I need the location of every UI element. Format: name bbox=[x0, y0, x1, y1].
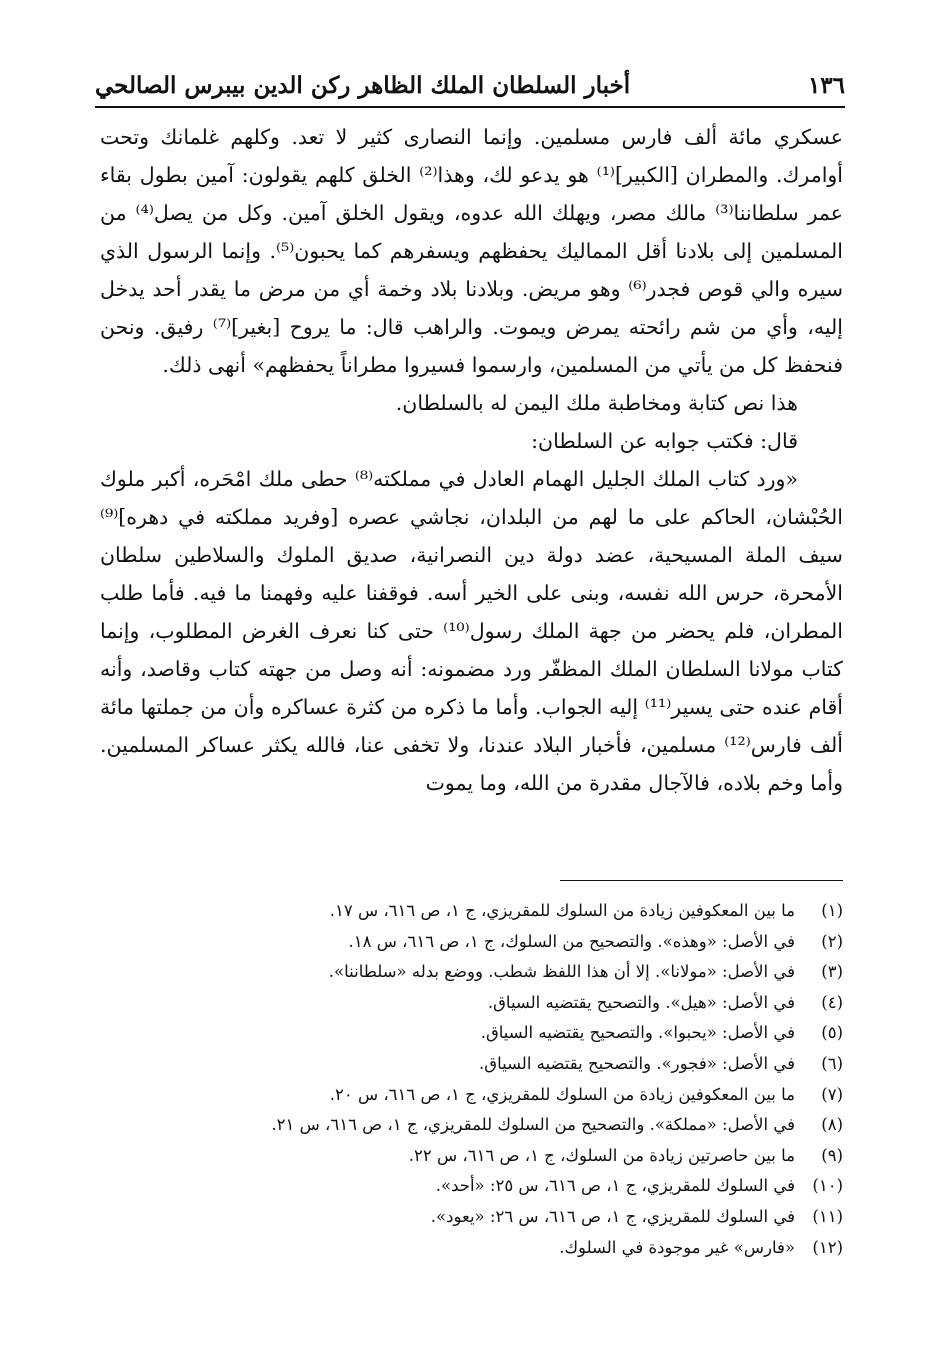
footnote-item bbox=[100, 957, 843, 988]
footnote-number: (٦) bbox=[821, 1053, 843, 1073]
footnote-number: (٢) bbox=[821, 931, 843, 951]
footnote-rule bbox=[560, 880, 843, 881]
footnote-number: (٣) bbox=[821, 962, 843, 982]
page-header bbox=[95, 68, 845, 102]
footnote-text: ما بين حاصرتين زيادة من السلوك، ج ١، ص ٦١٦، س ٢٢. bbox=[408, 1145, 795, 1165]
footnote-text: في السلوك للمقريزي، ج ١، ص ٦١٦، س ٢٥: «أحد». bbox=[435, 1176, 795, 1196]
paragraph: قال: فكتب جوابه عن السلطان: bbox=[531, 429, 798, 453]
footnote-item bbox=[100, 1141, 843, 1172]
footnote-number: (١١) bbox=[812, 1206, 843, 1226]
footnote-text: في الأصل: «يحبوا». والتصحيح يقتضيه السياق. bbox=[480, 1023, 795, 1043]
footnotes bbox=[100, 896, 843, 1263]
footnote-item bbox=[100, 988, 843, 1019]
footnote-text: في الأصل: «مملكة». والتصحيح من السلوك للمقريزي، ج ١، ص ٦١٦، س ٢١. bbox=[271, 1115, 795, 1135]
footnote-item bbox=[100, 927, 843, 958]
main-text bbox=[100, 118, 843, 802]
footnote-number: (١٠) bbox=[812, 1176, 843, 1196]
footnote-text: ما بين المعكوفين زيادة من السلوك للمقريزي، ج ١، ص ٦١٦، س ٢٠. bbox=[329, 1084, 795, 1104]
footnote-number: (٨) bbox=[821, 1115, 843, 1135]
footnote-item bbox=[100, 1233, 843, 1264]
footnote-item bbox=[100, 896, 843, 927]
footnote-number: (٧) bbox=[821, 1084, 843, 1104]
footnote-item bbox=[100, 1110, 843, 1141]
footnote-text: في الأصل: «وهذه». والتصحيح من السلوك، ج ١، ص ٦١٦، س ١٨. bbox=[348, 931, 795, 951]
footnote-number: (٩) bbox=[821, 1145, 843, 1165]
paragraph: هذا نص كتابة ومخاطبة ملك اليمن له بالسلطان. bbox=[395, 391, 798, 415]
footnote-text: «فارس» غير موجودة في السلوك. bbox=[559, 1237, 795, 1257]
footnote-number: (٤) bbox=[821, 992, 843, 1012]
footnote-text: في الأصل: «فجور». والتصحيح يقتضيه السياق. bbox=[479, 1053, 795, 1073]
page-number: ١٣٦ bbox=[807, 71, 845, 99]
footnote-text: في الأصل: «مولانا». إلا أن هذا اللفظ شطب. ووضع بدله «سلطاننا». bbox=[328, 962, 795, 982]
footnote-number: (١) bbox=[821, 901, 843, 920]
footnote-item bbox=[100, 1080, 843, 1111]
footnote-text: في الأصل: «هيل». والتصحيح يقتضيه السياق. bbox=[487, 992, 795, 1012]
footnote-item bbox=[100, 1171, 843, 1202]
running-title: أخبار السلطان الملك الظاهر ركن الدين بيبرس الصالحي bbox=[95, 71, 631, 99]
footnote-text: ما بين المعكوفين زيادة من السلوك للمقريزي، ج ١، ص ٦١٦، س ١٧. bbox=[329, 901, 795, 920]
footnote-item bbox=[100, 1202, 843, 1233]
footnote-item bbox=[100, 1049, 843, 1080]
paragraph: عسكري مائة ألف فارس مسلمين. وإنما النصارى كثير لا تعد. وكلهم غلمانك وتحت أوامرك. والمطران [الكبير]⁽¹⁾ هو يدعو لك، وهذا⁽²⁾ الخلق كلهم يقولون: آمين بطول بقاء عمر سلطاننا⁽³⁾ مالك مصر، ويهلك الله عدوه، ويقول الخلق آمين. وكل من يصل⁽⁴⁾ من المسلمين إلى بلادنا أقل المماليك يحفظهم ويسفرهم كما يحبون⁽⁵⁾. وإنما الرسول الذي سيره والي قوص فجدر⁽⁶⁾ وهو مريض. وبلادنا بلاد وخمة أي من مرض ما يقدر أحد يدخل إليه، وأي من شم رائحته يمرض ويموت. والراهب قال: ما يروح [بغير]⁽⁷⁾ رفيق. ونحن فنحفظ كل من يأتي من المسلمين، وارسموا فسيروا مطراناً يحفظهم» أنهى ذلك. bbox=[100, 125, 844, 377]
footnote-item bbox=[100, 1018, 843, 1049]
footnote-text: في السلوك للمقريزي، ج ١، ص ٦١٦، س ٢٦: «يعود». bbox=[430, 1206, 795, 1226]
paragraph: «ورد كتاب الملك الجليل الهمام العادل في مملكته⁽⁸⁾ حطى ملك امْحَره، أكبر ملوك الحُبْشان، الحاكم على ما لهم من البلدان، نجاشي عصره [وفريد مملكته في دهره]⁽⁹⁾ سيف الملة المسيحية، عضد دولة دين النصرانية، صديق الملوك والسلاطين سلطان الأمحرة، حرس الله نفسه، وبنى على الخير أسه. فوقفنا عليه وفهمنا ما فيه. فأما طلب المطران، فلم يحضر من جهة الملك رسول⁽¹⁰⁾ حتى كنا نعرف الغرض المطلوب، وإنما كتاب مولانا السلطان الملك المظفّر ورد مضمونه: أنه وصل من جهته كتاب وقاصد، وأنه أقام عنده حتى يسير⁽¹¹⁾ إليه الجواب. وأما ما ذكره من كثرة عساكره وأن من جملتها مائة ألف فارس⁽¹²⁾ مسلمين، فأخبار البلاد عندنا، ولا تخفى عنا، فالله يكثر عساكر المسلمين. وأما وخم بلاده، فالآجال مقدرة من الله، وما يموت bbox=[100, 467, 844, 795]
footnote-number: (١٢) bbox=[812, 1237, 843, 1257]
footnote-number: (٥) bbox=[821, 1023, 843, 1043]
header-rule bbox=[95, 106, 845, 108]
